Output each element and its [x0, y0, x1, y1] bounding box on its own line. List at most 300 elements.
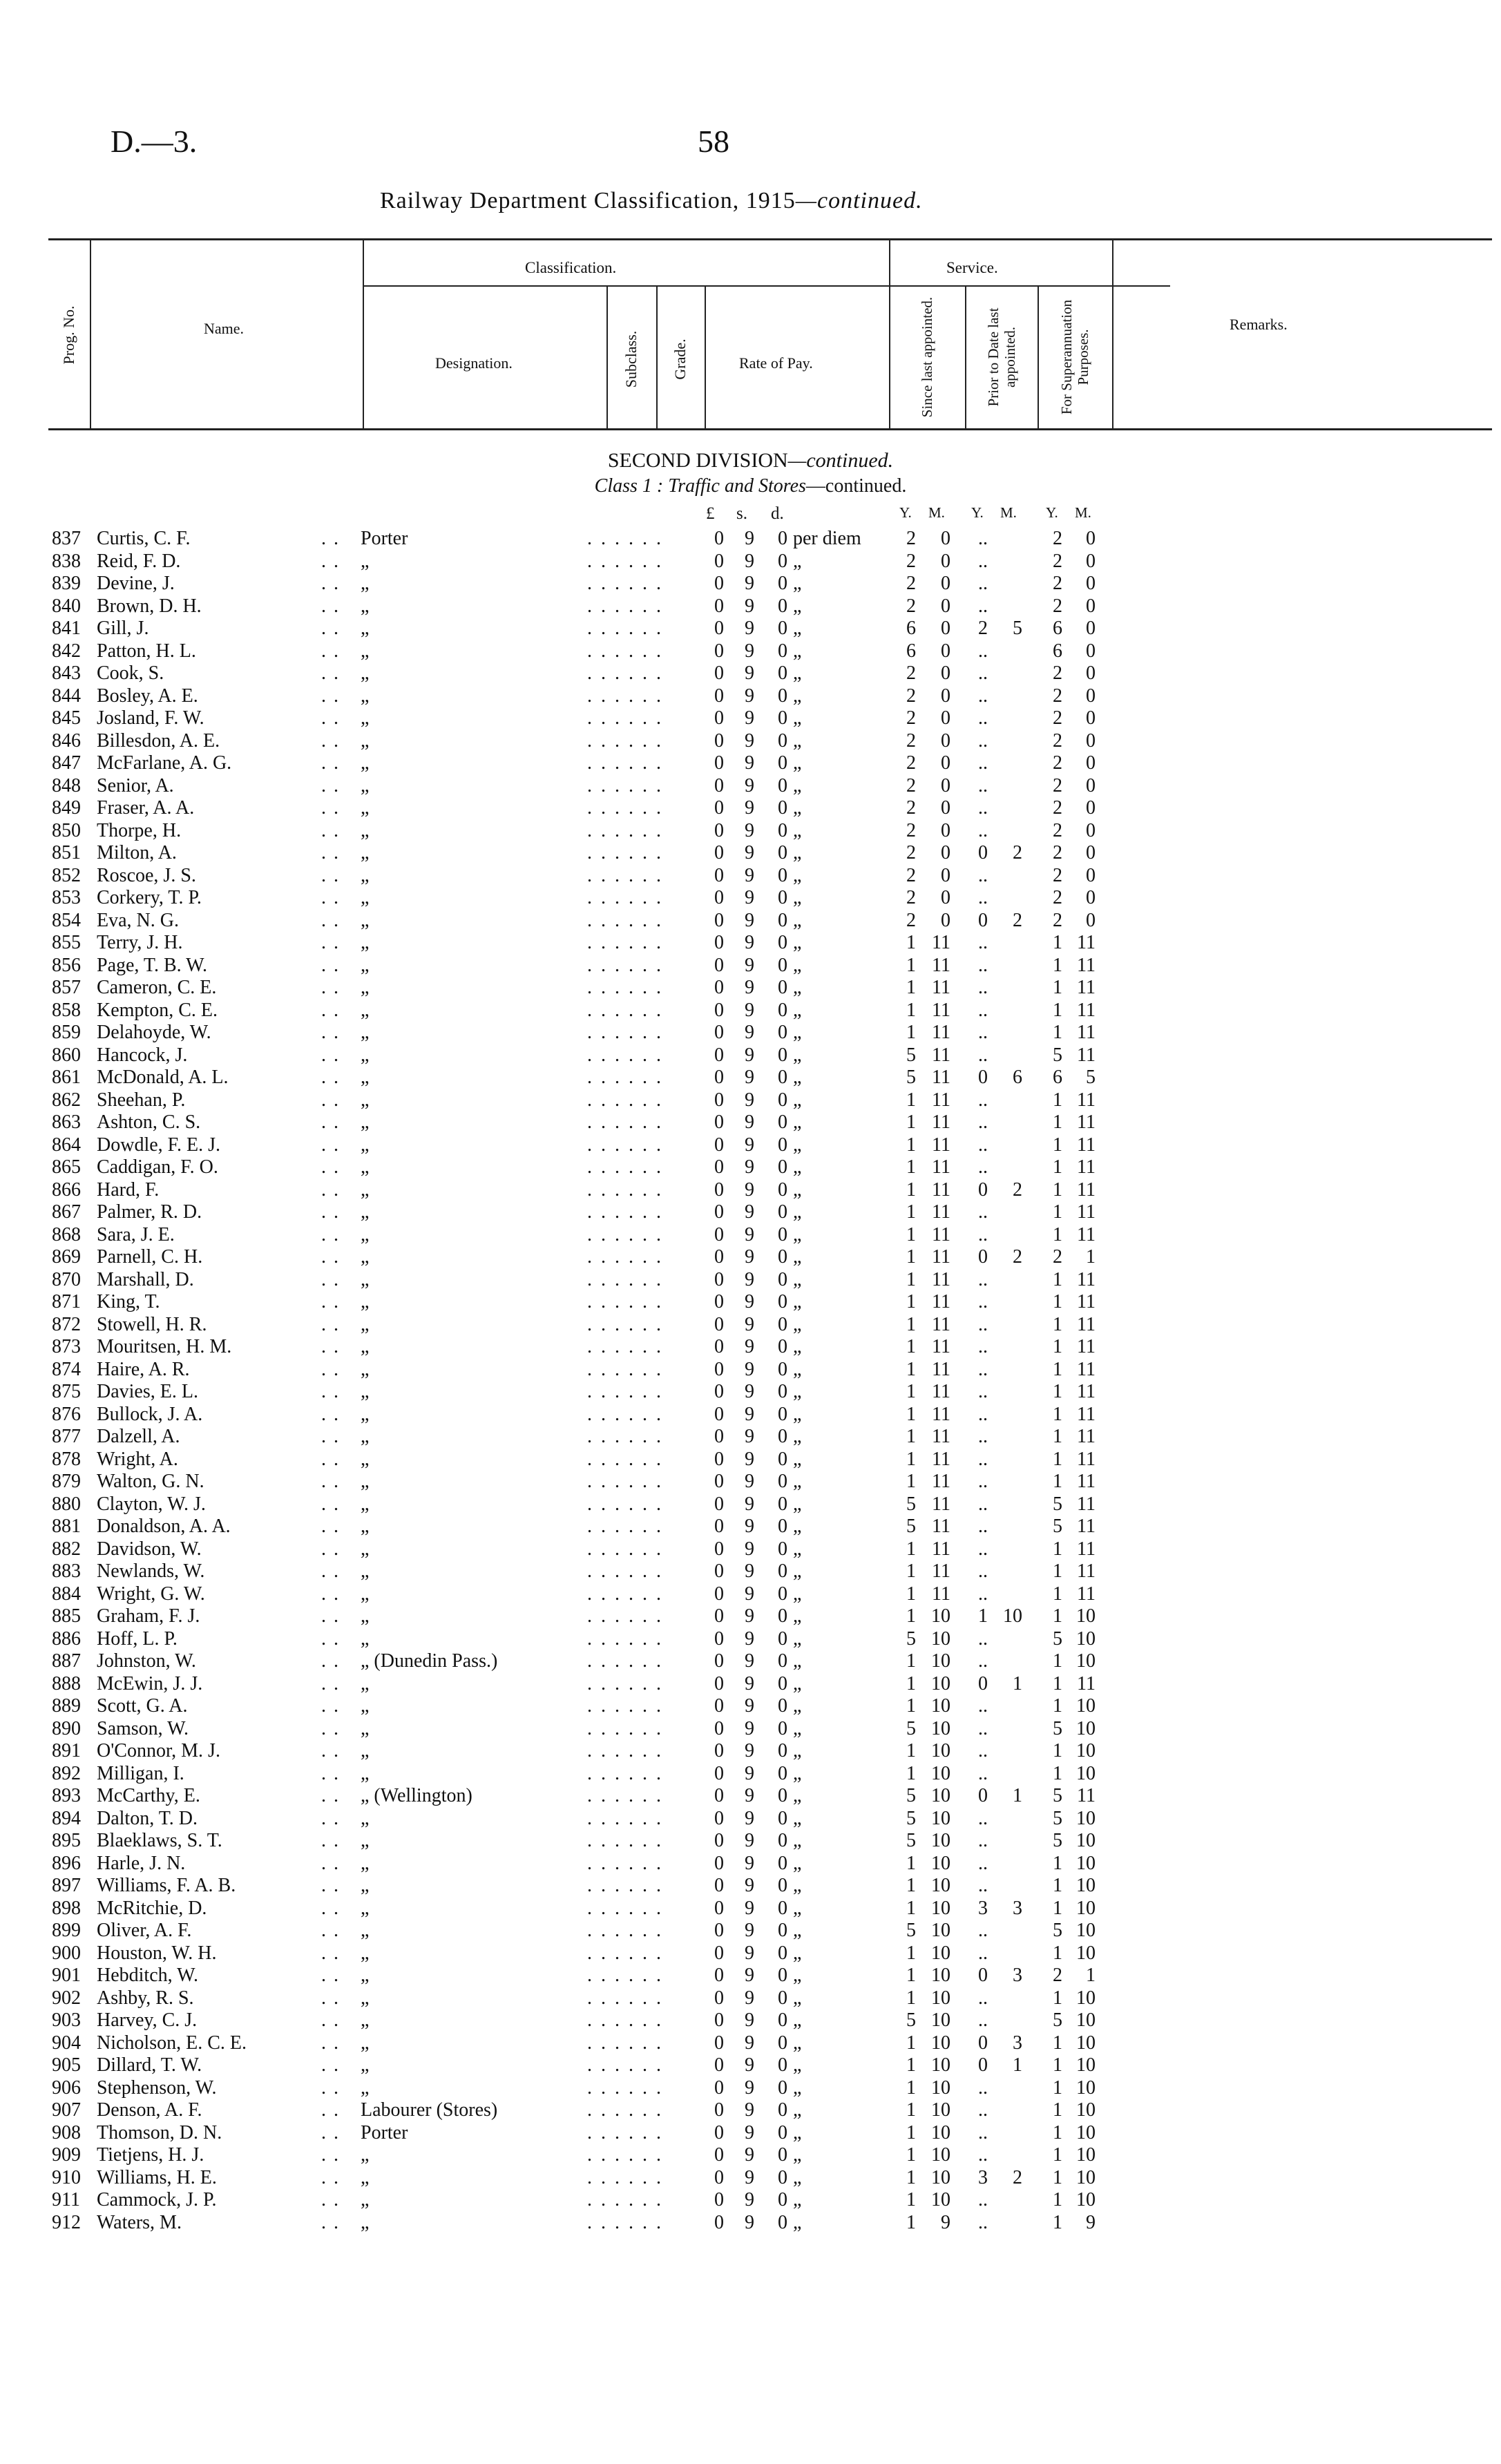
rate-pence-cell: 0 [778, 1313, 787, 1335]
super-years-cell: 1 [1053, 1583, 1062, 1605]
prog-no-cell: 855 [52, 932, 81, 953]
rate-period-cell: „ [793, 618, 802, 639]
rate-period-cell: „ [793, 1538, 802, 1560]
leader-dots: . . [321, 1762, 340, 1784]
rate-period-cell: „ [793, 2189, 802, 2210]
leader-dots: . . . . . . [587, 1156, 663, 1178]
super-years-cell: 1 [1053, 1987, 1062, 2009]
page-title [380, 188, 923, 214]
rate-pence-cell: 0 [778, 528, 787, 549]
prior-years-cell: 3 [978, 2166, 988, 2188]
name-cell: Corkery, T. P. [97, 887, 202, 908]
super-years-cell: 2 [1053, 528, 1062, 549]
designation-cell: „ [361, 1740, 370, 1761]
prior-years-cell: .. [978, 707, 988, 729]
rate-pounds-cell: 0 [714, 1291, 724, 1312]
rate-period-cell: „ [793, 1852, 802, 1874]
designation-cell: „ [361, 1134, 370, 1156]
rate-pounds-cell: 0 [714, 1762, 724, 1784]
since-months-cell: 10 [931, 1785, 950, 1806]
super-months-cell: 11 [1077, 1426, 1096, 1447]
table-row [0, 1830, 1501, 1853]
rate-pounds-cell: 0 [714, 1268, 724, 1290]
name-cell: Parnell, C. H. [97, 1246, 203, 1268]
rate-pounds-cell: 0 [714, 1830, 724, 1851]
rate-pence-cell: 0 [778, 1268, 787, 1290]
prog-no-cell: 897 [52, 1875, 81, 1896]
leader-dots: . . . . . . [587, 887, 663, 908]
rate-shillings-cell: 9 [745, 729, 754, 752]
designation-cell: „ [361, 1717, 370, 1739]
leader-dots: . . . . . . [587, 2189, 663, 2210]
super-years-cell: 1 [1053, 932, 1062, 953]
rate-pence-cell: 0 [778, 1672, 787, 1694]
rate-shillings-cell: 9 [745, 774, 754, 796]
leader-dots: . . . . . . [587, 2076, 663, 2099]
since-months-cell: 0 [941, 729, 950, 752]
prior-years-cell: .. [978, 1426, 988, 1447]
leader-dots: . . . . . . [587, 2211, 663, 2233]
table-row [0, 1898, 1501, 1920]
table-row [0, 1269, 1501, 1292]
since-months-cell: 10 [931, 2121, 950, 2143]
name-cell: Billesdon, A. E. [97, 729, 220, 752]
rate-pounds-cell: 0 [714, 1022, 724, 1043]
rate-pounds-cell: 0 [714, 1089, 724, 1111]
designation-cell: „ [361, 797, 370, 819]
prog-no-cell: 888 [52, 1672, 81, 1694]
name-cell: Bullock, J. A. [97, 1403, 203, 1425]
rate-period-cell: „ [793, 954, 802, 976]
class-heading [0, 475, 1501, 497]
super-years-cell: 1 [1053, 1134, 1062, 1156]
since-months-cell: 10 [931, 1762, 950, 1784]
rate-pence-cell: 0 [778, 2211, 787, 2233]
prior-months-cell: 2 [1013, 909, 1022, 931]
prior-months-cell: 3 [1013, 1897, 1022, 1919]
leader-dots: . . [321, 573, 340, 594]
leader-dots: . . . . . . [587, 954, 663, 976]
prog-no-cell: 865 [52, 1156, 81, 1178]
col-divider [363, 238, 364, 430]
table-row [0, 977, 1501, 1000]
super-months-cell: 11 [1077, 1022, 1096, 1043]
since-years-cell: 2 [906, 887, 916, 908]
leader-dots: . . . . . . [587, 1717, 663, 1739]
since-months-cell: 11 [932, 1067, 950, 1088]
designation-cell: „ [361, 2189, 370, 2210]
since-months-cell: 0 [941, 864, 950, 886]
designation-cell: „ [361, 1336, 370, 1357]
since-months-cell: 0 [941, 595, 950, 617]
leader-dots: . . [321, 1650, 340, 1672]
rate-pence-cell: 0 [778, 1740, 787, 1761]
prog-no-cell: 859 [52, 1022, 81, 1043]
since-months-cell: 10 [931, 2054, 950, 2076]
table-row [0, 1808, 1501, 1831]
table-row [0, 955, 1501, 977]
leader-dots: . . [321, 1471, 340, 1492]
leader-dots: . . . . . . [587, 1965, 663, 1986]
prior-years-cell: 0 [978, 1246, 988, 1268]
designation-cell: „ [361, 573, 370, 594]
leader-dots: . . . . . . [587, 1471, 663, 1492]
rate-shillings-cell: 9 [745, 2144, 754, 2166]
table-row [0, 1314, 1501, 1337]
rate-shillings-cell: 9 [745, 1426, 754, 1447]
table-row [0, 1336, 1501, 1359]
since-years-cell: 1 [906, 2054, 916, 2076]
rate-period-cell: „ [793, 1111, 802, 1133]
super-years-cell: 1 [1053, 1336, 1062, 1357]
since-years-cell: 1 [906, 2076, 916, 2099]
since-months-cell: 10 [931, 1740, 950, 1761]
rate-pence-cell: 0 [778, 1807, 787, 1829]
leader-dots: . . . . . . [587, 1875, 663, 1896]
prog-no-cell: 905 [52, 2054, 81, 2076]
rate-shillings-cell: 9 [745, 2009, 754, 2031]
table-row [0, 640, 1501, 663]
since-years-cell: 1 [906, 1852, 916, 1874]
leader-dots: . . [321, 685, 340, 707]
super-months-cell: 11 [1077, 1516, 1096, 1537]
designation-cell: „ [361, 977, 370, 998]
rate-pence-cell: 0 [778, 1089, 787, 1111]
rate-shillings-cell: 9 [745, 1852, 754, 1874]
rate-shillings-cell: 9 [745, 640, 754, 662]
prior-years-cell: 0 [978, 2032, 988, 2054]
designation-cell: „ [361, 1516, 370, 1537]
super-months-cell: 11 [1077, 1089, 1096, 1111]
rate-shillings-cell: 9 [745, 1448, 754, 1470]
prior-years-cell: .. [978, 1942, 988, 1964]
super-months-cell: 10 [1076, 2054, 1096, 2076]
since-years-cell: 1 [906, 1022, 916, 1043]
since-months-cell: 11 [932, 1268, 950, 1290]
leader-dots: . . . . . . [587, 1201, 663, 1223]
since-years-cell: 1 [906, 1942, 916, 1964]
rate-period-cell: „ [793, 977, 802, 998]
leader-dots: . . [321, 1403, 340, 1425]
rate-shillings-cell: 9 [745, 1044, 754, 1066]
prog-no-cell: 895 [52, 1830, 81, 1851]
rate-period-cell: „ [793, 1920, 802, 1941]
since-months-cell: 10 [931, 1852, 950, 1874]
designation-cell: „ [361, 2166, 370, 2188]
leader-dots: . . . . . . [587, 1313, 663, 1335]
prior-years-cell: .. [978, 1717, 988, 1739]
rate-shillings-cell: 9 [745, 752, 754, 774]
rate-period-cell: „ [793, 2009, 802, 2031]
super-months-cell: 11 [1077, 1785, 1096, 1806]
rate-pence-cell: 0 [778, 1358, 787, 1380]
leader-dots: . . . . . . [587, 1089, 663, 1111]
super-months-cell: 11 [1077, 1111, 1096, 1133]
since-months-cell: 11 [932, 1223, 950, 1245]
rate-pounds-cell: 0 [714, 707, 724, 729]
prior-years-cell: .. [978, 1268, 988, 1290]
designation-cell: „ [361, 1044, 370, 1066]
table-row [0, 2212, 1501, 2235]
col-divider [656, 287, 658, 430]
rate-pounds-cell: 0 [714, 2166, 724, 2188]
prog-no-cell: 864 [52, 1134, 81, 1156]
since-years-cell: 1 [906, 1560, 916, 1582]
name-cell: Josland, F. W. [97, 707, 204, 729]
since-months-cell: 10 [931, 1965, 950, 1986]
name-cell: Davidson, W. [97, 1538, 202, 1560]
rate-period-cell: „ [793, 662, 802, 684]
prior-months-cell: 1 [1013, 1672, 1022, 1694]
designation-cell: „ [361, 1178, 370, 1201]
prog-no-cell: 870 [52, 1268, 81, 1290]
table-row [0, 2189, 1501, 2212]
rate-shillings-cell: 9 [745, 707, 754, 729]
prior-years-cell: .. [978, 685, 988, 707]
since-months-cell: 0 [941, 662, 950, 684]
rate-period-cell: „ [793, 1223, 802, 1245]
prior-years-cell: .. [978, 1538, 988, 1560]
rate-period-cell: „ [793, 1336, 802, 1357]
since-months-cell: 0 [941, 707, 950, 729]
rate-pounds-cell: 0 [714, 1313, 724, 1335]
table-row [0, 1224, 1501, 1247]
prog-no-cell: 840 [52, 595, 81, 617]
since-months-cell: 10 [931, 1627, 950, 1650]
rate-shillings-cell: 9 [745, 887, 754, 908]
leader-dots: . . . . . . [587, 932, 663, 953]
prog-no-cell: 858 [52, 999, 81, 1021]
leader-dots: . . . . . . [587, 1336, 663, 1357]
prog-no-cell: 854 [52, 909, 81, 931]
rate-period-cell: „ [793, 1807, 802, 1829]
leader-dots: . . . . . . [587, 1022, 663, 1043]
prog-no-cell: 908 [52, 2121, 81, 2143]
leader-dots: . . . . . . [587, 2009, 663, 2031]
leader-dots: . . . . . . [587, 528, 663, 549]
table-row [0, 2054, 1501, 2077]
super-months-cell: 11 [1077, 1134, 1096, 1156]
super-months-cell: 10 [1076, 1762, 1096, 1784]
since-years-cell: 1 [906, 1156, 916, 1178]
table-row [0, 2009, 1501, 2032]
since-years-cell: 2 [906, 550, 916, 572]
since-years-cell: 1 [906, 1134, 916, 1156]
prior-months-cell: 3 [1013, 2032, 1022, 2054]
table-row [0, 865, 1501, 888]
leader-dots: . . . . . . [587, 662, 663, 684]
designation-cell: „ [361, 1852, 370, 1874]
prior-years-cell: 0 [978, 1965, 988, 1986]
designation-cell: „ [361, 1672, 370, 1694]
super-months-cell: 0 [1086, 887, 1096, 908]
table-row [0, 1695, 1501, 1718]
months-unit: M. [1075, 504, 1091, 521]
since-months-cell: 0 [941, 842, 950, 863]
super-years-cell: 2 [1053, 1965, 1062, 1986]
since-months-cell: 11 [932, 1156, 950, 1178]
rate-shillings-cell: 9 [745, 1493, 754, 1515]
leader-dots: . . [321, 2009, 340, 2031]
super-years-cell: 1 [1053, 1291, 1062, 1312]
rate-pounds-cell: 0 [714, 752, 724, 774]
rate-pounds-cell: 0 [714, 2121, 724, 2143]
designation-cell: „ [361, 1627, 370, 1650]
rate-pounds-cell: 0 [714, 1067, 724, 1088]
service-header: Service. [946, 259, 998, 276]
rate-pounds-cell: 0 [714, 1111, 724, 1133]
rate-period-cell: „ [793, 1897, 802, 1919]
since-years-cell: 1 [906, 1178, 916, 1201]
rate-pence-cell: 0 [778, 864, 787, 886]
rate-pounds-cell: 0 [714, 1336, 724, 1357]
rate-period-cell: „ [793, 887, 802, 908]
prior-years-cell: .. [978, 1156, 988, 1178]
rate-pence-cell: 0 [778, 2166, 787, 2188]
rate-shillings-cell: 9 [745, 528, 754, 549]
rate-pence-cell: 0 [778, 595, 787, 617]
rate-pounds-cell: 0 [714, 1516, 724, 1537]
prog-no-cell: 898 [52, 1897, 81, 1919]
rate-pence-cell: 0 [778, 999, 787, 1021]
prog-no-cell: 837 [52, 528, 81, 549]
prog-no-cell: 862 [52, 1089, 81, 1111]
name-cell: Cook, S. [97, 662, 164, 684]
rate-period-cell: „ [793, 1178, 802, 1201]
name-cell: Thomson, D. N. [97, 2121, 222, 2143]
since-years-cell: 1 [906, 1246, 916, 1268]
rate-pounds-cell: 0 [714, 1717, 724, 1739]
rate-pence-cell: 0 [778, 2009, 787, 2031]
rate-pounds-cell: 0 [714, 887, 724, 908]
leader-dots: . . [321, 2076, 340, 2099]
table-row [0, 820, 1501, 843]
leader-dots: . . [321, 864, 340, 886]
rate-pounds-cell: 0 [714, 1672, 724, 1694]
prior-years-cell: .. [978, 1381, 988, 1402]
rate-shillings-cell: 9 [745, 1201, 754, 1223]
rate-shillings-cell: 9 [745, 1403, 754, 1425]
designation-cell: „ [361, 1560, 370, 1582]
super-months-cell: 10 [1076, 1695, 1096, 1717]
super-months-cell: 10 [1076, 1650, 1096, 1672]
rate-period-cell: „ [793, 1605, 802, 1627]
super-years-cell: 2 [1053, 774, 1062, 796]
name-cell: Hard, F. [97, 1178, 160, 1201]
leader-dots: . . [321, 1987, 340, 2009]
prior-years-cell: .. [978, 1022, 988, 1043]
rate-pence-cell: 0 [778, 1516, 787, 1537]
leader-dots: . . [321, 1089, 340, 1111]
designation-cell: „ [361, 1471, 370, 1492]
prog-no-cell: 841 [52, 618, 81, 639]
rate-pence-cell: 0 [778, 2144, 787, 2166]
designation-cell: „ [361, 1268, 370, 1290]
rate-pounds-cell: 0 [714, 1695, 724, 1717]
super-months-cell: 11 [1077, 1201, 1096, 1223]
prior-years-cell: .. [978, 752, 988, 774]
rate-shillings-cell: 9 [745, 1358, 754, 1380]
rate-period-cell: „ [793, 1067, 802, 1088]
rate-period-cell: „ [793, 1313, 802, 1335]
prior-years-cell: .. [978, 887, 988, 908]
service-rule [889, 285, 1170, 287]
prior-years-cell: .. [978, 2144, 988, 2166]
leader-dots: . . [321, 1672, 340, 1694]
designation-cell: „ [361, 909, 370, 931]
rate-period-cell: „ [793, 2076, 802, 2099]
table-row [0, 1022, 1501, 1044]
prog-no-cell: 892 [52, 1762, 81, 1784]
rate-pounds-cell: 0 [714, 1583, 724, 1605]
rate-pounds-cell: 0 [714, 797, 724, 819]
rate-pence-cell: 0 [778, 1965, 787, 1986]
leader-dots: . . [321, 1448, 340, 1470]
name-cell: Blaeklaws, S. T. [97, 1830, 222, 1851]
rate-pence-cell: 0 [778, 1897, 787, 1919]
name-cell: Reid, F. D. [97, 550, 181, 572]
leader-dots: . . . . . . [587, 1538, 663, 1560]
table-row [0, 1000, 1501, 1022]
prog-no-cell: 869 [52, 1246, 81, 1268]
leader-dots: . . [321, 1358, 340, 1380]
leader-dots: . . [321, 1583, 340, 1605]
super-months-cell: 0 [1086, 640, 1096, 662]
leader-dots: . . . . . . [587, 1381, 663, 1402]
since-months-cell: 11 [932, 1313, 950, 1335]
super-years-cell: 1 [1053, 2211, 1062, 2233]
prior-months-cell: 2 [1013, 2166, 1022, 2188]
designation-cell: „ [361, 2032, 370, 2054]
leader-dots: . . . . . . [587, 752, 663, 774]
rate-pence-cell: 0 [778, 685, 787, 707]
table-row [0, 1673, 1501, 1696]
leader-dots: . . [321, 1717, 340, 1739]
table-row [0, 1291, 1501, 1314]
prior-years-cell: 1 [978, 1605, 988, 1627]
leader-dots: . . [321, 1111, 340, 1133]
leader-dots: . . [321, 1740, 340, 1761]
leader-dots: . . [321, 1178, 340, 1201]
prior-months-cell: 2 [1013, 842, 1022, 863]
rate-pence-cell: 0 [778, 932, 787, 953]
shillings-unit: s. [736, 504, 747, 523]
designation-cell: „ [361, 999, 370, 1021]
prog-no-cell: 880 [52, 1493, 81, 1515]
designation-cell: Porter [361, 528, 408, 549]
super-months-cell: 0 [1086, 842, 1096, 863]
name-cell: Tietjens, H. J. [97, 2144, 204, 2166]
super-months-cell: 0 [1086, 707, 1096, 729]
since-years-cell: 1 [906, 1650, 916, 1672]
since-months-cell: 11 [932, 1044, 950, 1066]
rate-pence-cell: 0 [778, 2054, 787, 2076]
name-cell: Milligan, I. [97, 1762, 184, 1784]
super-years-cell: 1 [1053, 1538, 1062, 1560]
since-months-cell: 10 [931, 2189, 950, 2210]
super-years-cell: 1 [1053, 1650, 1062, 1672]
designation-cell: „ [361, 1022, 370, 1043]
leader-dots: . . . . . . [587, 595, 663, 617]
staff-table-body [0, 528, 1501, 2234]
name-cell: McRitchie, D. [97, 1897, 207, 1919]
rate-period-cell: „ [793, 1448, 802, 1470]
rate-shillings-cell: 9 [745, 1336, 754, 1357]
leader-dots: . . [321, 2099, 340, 2121]
designation-cell: „ [361, 662, 370, 684]
designation-cell: „ [361, 1403, 370, 1425]
since-years-cell: 2 [906, 909, 916, 931]
